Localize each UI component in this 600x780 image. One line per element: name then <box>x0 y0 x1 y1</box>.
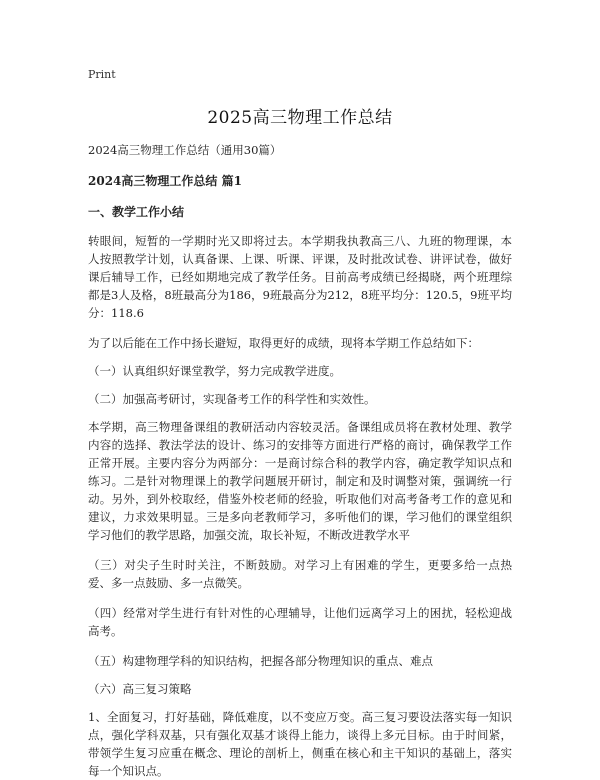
paragraph-research: 本学期，高三物理备课组的教研活动内容较灵活。备课组成员将在教材处理、教学内容的选择、教法学法的设计、练习的安排等方面进行严格的商讨，确保教学工作正常开展。主要内容分为两部分：一是商讨综合科的教学内容，确定教学知识点和练习。二是针对物理课上的教学问题展开研讨，制定和及时调整对策，强调统一行动。另外，到外校取经，借鉴外校老师的经验，听取他们对高考备考工作的意见和建议，力求效果明显。三是多向老教师学习，多听他们的课，学习他们的课堂组织学习他们的教学思路，加强交流，取长补短，不断改进教学水平 <box>88 420 512 542</box>
paragraph-item-2: （二）加强高考研讨，实现备考工作的科学性和实效性。 <box>88 392 376 406</box>
section-heading: 2024高三物理工作总结 篇1 <box>88 174 242 188</box>
paragraph-item-6: （六）高三复习策略 <box>88 682 192 696</box>
print-link[interactable]: Print <box>88 68 116 81</box>
paragraph-item-5: （五）构建物理学科的知识结构，把握各部分物理知识的重点、难点 <box>88 654 433 668</box>
paragraph-intro: 转眼间，短暂的一学期时光又即将过去。本学期我执教高三八、九班的物理课，本人按照教学计划，认真备课、上课、听课、评课，及时批改试卷、讲评试卷，做好课后辅导工作，已经如期地完成了教学任务。目前高考成绩已经揭晓，两个班理综都是3人及格，8班最高分为186，9班最高分为212，8班平均分：120.5，9班平均分：118.6 <box>88 234 512 320</box>
sub-heading: 一、教学工作小结 <box>88 205 185 219</box>
paragraph-item-1: （一）认真组织好课堂教学，努力完成教学进度。 <box>88 364 341 378</box>
paragraph-strategy-1: 1、全面复习，打好基础，降低难度，以不变应万变。高三复习要设法落实每一知识点，强化学科双基，只有强化双基才谈得上能力，谈得上多元目标。由于时间紧，带领学生复习应重在概念、理论的剖析上，侧重在核心和主干知识的基础上，落实每一个知识点。 <box>88 710 512 778</box>
paragraph-summary-lead: 为了以后能在工作中扬长避短，取得更好的成绩，现将本学期工作总结如下： <box>88 336 479 350</box>
document-subtitle: 2024高三物理工作总结（通用30篇） <box>88 143 282 157</box>
paragraph-item-4: （四）经常对学生进行有针对性的心理辅导，让他们远离学习上的困扰，轻松迎战高考。 <box>88 606 512 638</box>
paragraph-item-3: （三）对尖子生时时关注，不断鼓励。对学习上有困难的学生，更要多给一点热爱、多一点鼓励、多一点微笑。 <box>88 558 512 590</box>
document-title: 2025高三物理工作总结 <box>207 108 393 128</box>
